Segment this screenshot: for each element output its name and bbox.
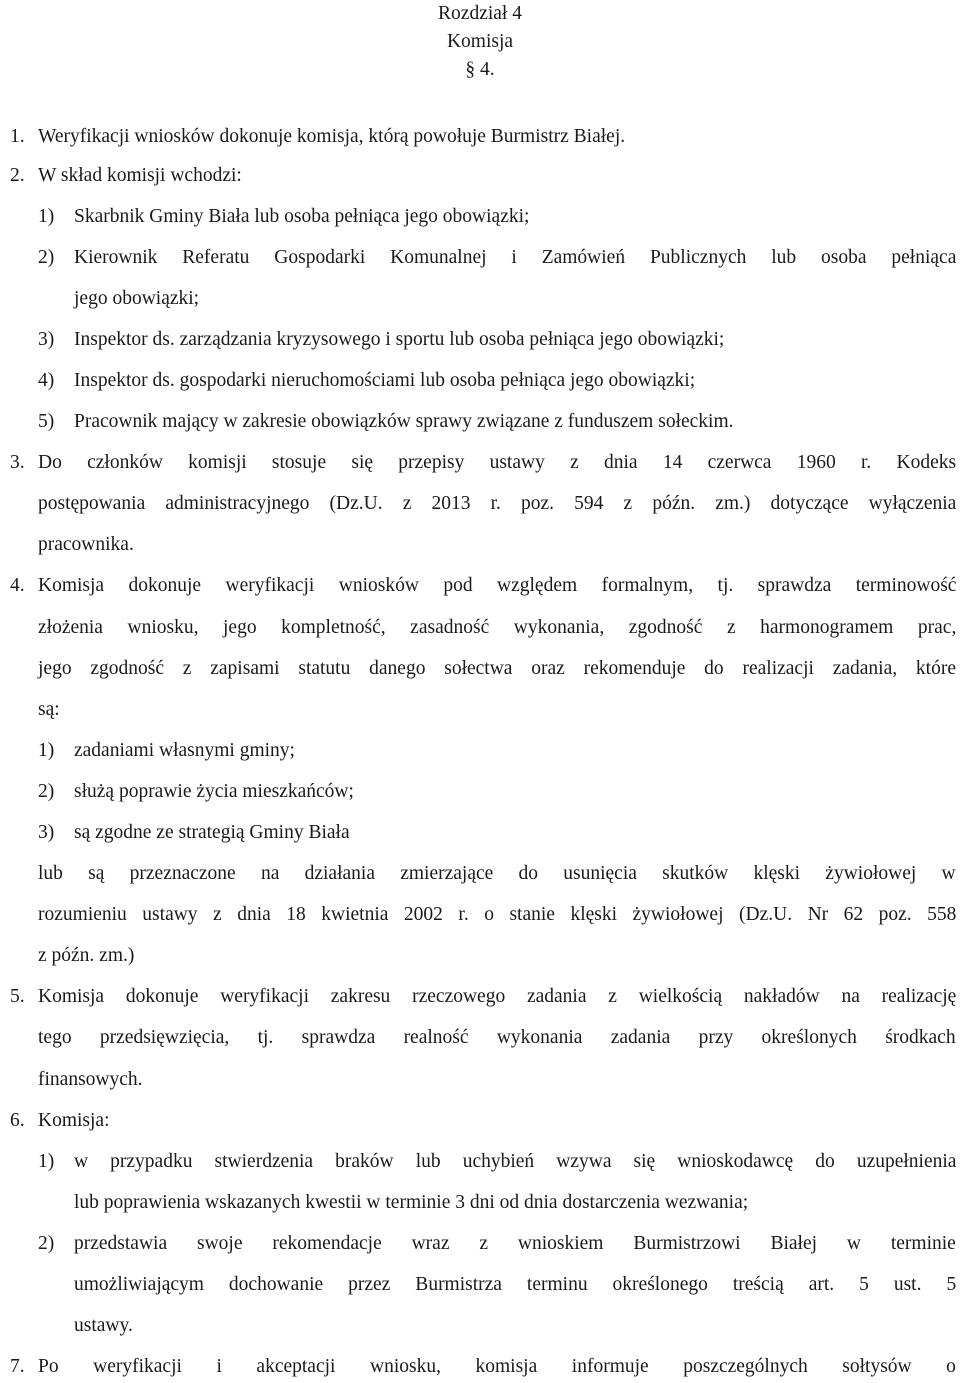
paragraph-4-number: 4. — [10, 575, 25, 596]
p2-item-1-number: 1) — [38, 206, 55, 227]
paragraph-6-text: Komisja: — [38, 1110, 110, 1131]
p2-item-3-text: Inspektor ds. zarządzania kryzysowego i sportu lub osoba pełniąca jego obowiązki; — [74, 329, 725, 350]
p2-item-2-line-2: jego obowiązki; — [74, 288, 200, 309]
paragraph-4-line-4: są: — [38, 699, 60, 720]
p4-item-1-number: 1) — [38, 740, 55, 761]
paragraph-4-tail-line-3: z późn. zm.) — [38, 945, 135, 966]
paragraph-3-line-1: Do członków komisji stosuje się przepisy ustawy z dnia 14 czerwca 1960 r. Kodeks — [38, 452, 957, 473]
paragraph-5-line-3: finansowych. — [38, 1069, 143, 1090]
paragraph-1-text: Weryfikacji wniosków dokonuje komisja, którą powołuje Burmistrz Białej. — [38, 126, 626, 147]
paragraph-7-number: 7. — [10, 1356, 25, 1377]
p2-item-3-number: 3) — [38, 329, 55, 350]
paragraph-5-line-1: Komisja dokonuje weryfikacji zakresu rzeczowego zadania z wielkością nakładów na realizację — [38, 986, 957, 1007]
chapter-title: Komisja — [446, 31, 514, 52]
paragraph-4-line-2: złożenia wniosku, jego kompletność, zasadność wykonania, zgodność z harmonogramem prac, — [38, 617, 957, 638]
p2-item-4-number: 4) — [38, 370, 55, 391]
p6-item-2-line-2: umożliwiającym dochowanie przez Burmistrza terminu określonego treścią art. 5 ust. 5 — [74, 1274, 957, 1295]
paragraph-3-number: 3. — [10, 452, 25, 473]
paragraph-2-number: 2. — [10, 165, 25, 186]
p4-item-2-text: służą poprawie życia mieszkańców; — [74, 781, 354, 802]
paragraph-6-number: 6. — [10, 1110, 25, 1131]
paragraph-7-text: Po weryfikacji i akceptacji wniosku, komisja informuje poszczególnych sołtysów o — [38, 1356, 956, 1377]
section-number: § 4. — [465, 59, 495, 80]
p6-item-2-line-3: ustawy. — [74, 1315, 133, 1336]
p2-item-5-number: 5) — [38, 411, 55, 432]
p2-item-2-number: 2) — [38, 247, 55, 268]
paragraph-3-line-2: postępowania administracyjnego (Dz.U. z 2013 r. poz. 594 z późn. zm.) dotyczące wyłączenia — [38, 493, 957, 514]
paragraph-1-number: 1. — [10, 126, 25, 147]
chapter-heading: Rozdział 4 — [438, 3, 522, 24]
p2-item-4-text: Inspektor ds. gospodarki nieruchomościami lub osoba pełniąca jego obowiązki; — [74, 370, 696, 391]
p4-item-3-number: 3) — [38, 822, 55, 843]
paragraph-3-line-3: pracownika. — [38, 534, 134, 555]
p4-item-3-text: są zgodne ze strategią Gminy Biała — [74, 822, 350, 843]
p6-item-1-line-2: lub poprawienia wskazanych kwestii w terminie 3 dni od dnia dostarczenia wezwania; — [74, 1192, 749, 1213]
p4-item-2-number: 2) — [38, 781, 55, 802]
paragraph-4-line-1: Komisja dokonuje weryfikacji wniosków pod względem formalnym, tj. sprawdza terminowość — [38, 575, 957, 596]
paragraph-4-tail-line-1: lub są przeznaczone na działania zmierzające do usunięcia skutków klęski żywiołowej w — [38, 863, 956, 884]
paragraph-5-line-2: tego przedsięwzięcia, tj. sprawdza realność wykonania zadania przy określonych środkach — [38, 1027, 956, 1048]
p2-item-2-line-1: Kierownik Referatu Gospodarki Komunalnej i Zamówień Publicznych lub osoba pełniąca — [74, 247, 957, 268]
p6-item-2-line-1: przedstawia swoje rekomendacje wraz z wnioskiem Burmistrzowi Białej w terminie — [74, 1233, 956, 1254]
p2-item-1-text: Skarbnik Gminy Biała lub osoba pełniąca jego obowiązki; — [74, 206, 530, 227]
paragraph-4-tail-line-2: rozumieniu ustawy z dnia 18 kwietnia 2002 r. o stanie klęski żywiołowej (Dz.U. Nr 62 poz. 558 — [38, 904, 957, 925]
paragraph-2-text: W skład komisji wchodzi: — [38, 165, 242, 186]
p4-item-1-text: zadaniami własnymi gminy; — [74, 740, 295, 761]
p6-item-2-number: 2) — [38, 1233, 55, 1254]
p2-item-5-text: Pracownik mający w zakresie obowiązków sprawy związane z funduszem sołeckim. — [74, 411, 734, 432]
p6-item-1-number: 1) — [38, 1151, 55, 1172]
paragraph-4-line-3: jego zgodność z zapisami statutu danego sołectwa oraz rekomenduje do realizacji zadania, które — [38, 658, 956, 679]
paragraph-5-number: 5. — [10, 986, 25, 1007]
p6-item-1-line-1: w przypadku stwierdzenia braków lub uchybień wzywa się wnioskodawcę do uzupełnienia — [74, 1151, 957, 1172]
